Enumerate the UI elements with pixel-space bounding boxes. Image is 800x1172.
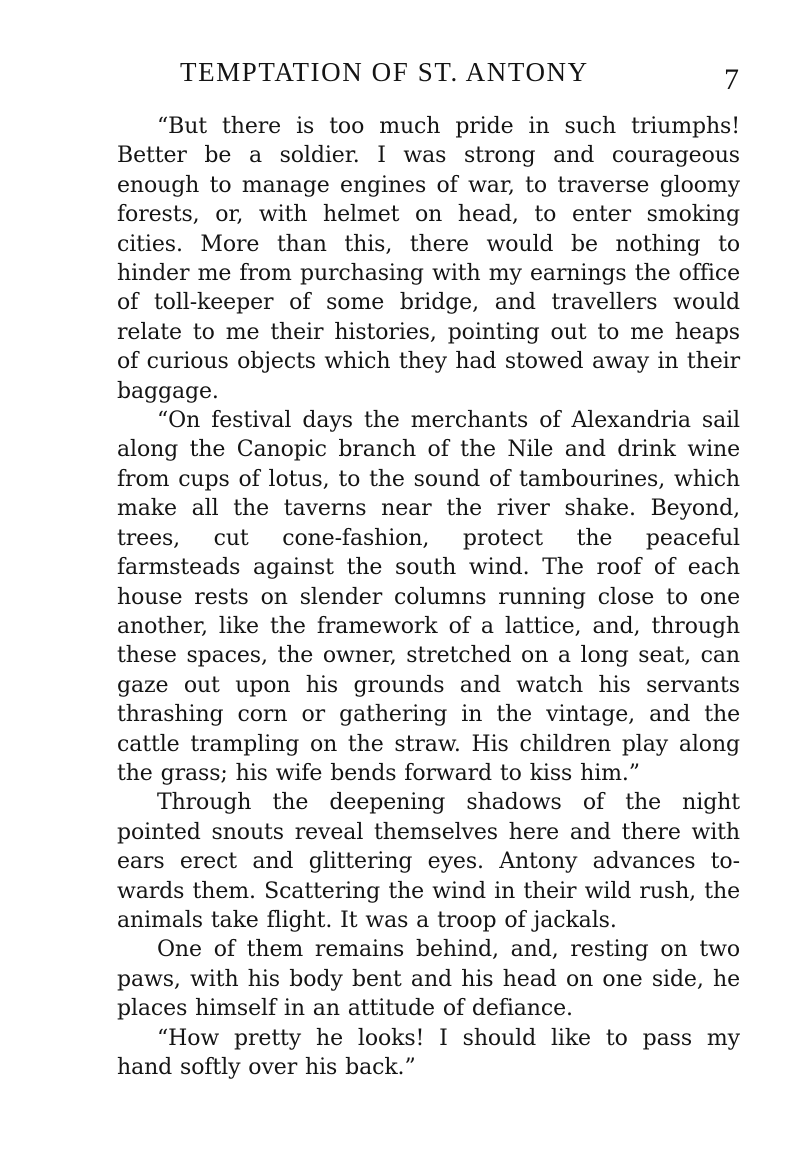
paragraph-jackal-remains: One of them remains behind, and, resting on two paws, with his body bent and his head on one side, he places himself in an attitude of defiance. (117, 937, 740, 1022)
page-number: 7 (724, 63, 739, 96)
body-text (117, 112, 740, 1082)
paragraph-antony-remark: “How pretty he looks! I should like to pass my hand softly over his back.” (117, 1025, 740, 1080)
paragraph-jackals-appear: Through the deepening shadows of the night pointed snouts reveal themselves here and there with ears erect and glittering eyes. Antony advances towards them. Scattering the wind in their wild rush, the animals take flight. It was a troop of jackals. (117, 790, 740, 933)
paragraph-soldier-speech: “But there is too much pride in such triumphs! Better be a soldier. I was strong and courageous enough to manage engines of war, to traverse gloomy forests, or, with helmet on head, to enter smoking cities. More than this, there would be nothing to hinder me from purchasing with my earnings the office of toll-keeper of some bridge, and travellers would relate to me their histories, pointing out to me heaps of curious objects which they had stowed away in their baggage. (117, 114, 740, 404)
paragraph-festival-speech: “On festival days the merchants of Alexandria sail along the Canopic branch of the Nile and drink wine from cups of lotus, to the sound of tambourines, which make all the taverns near the river shake. Beyond, trees, cut cone-fashion, protect the peaceful farmsteads against the south wind. The roof of each house rests on slender columns running close to one another, like the framework of a lattice, and, through these spaces, the owner, stretched on a long seat, can gaze out upon his grounds and watch his servants thrashing corn or gathering in the vintage, and the cattle trampling on the straw. His children play along the grass; his wife bends forward to kiss him.” (117, 408, 740, 786)
running-head-title: TEMPTATION OF ST. ANTONY (180, 57, 589, 87)
